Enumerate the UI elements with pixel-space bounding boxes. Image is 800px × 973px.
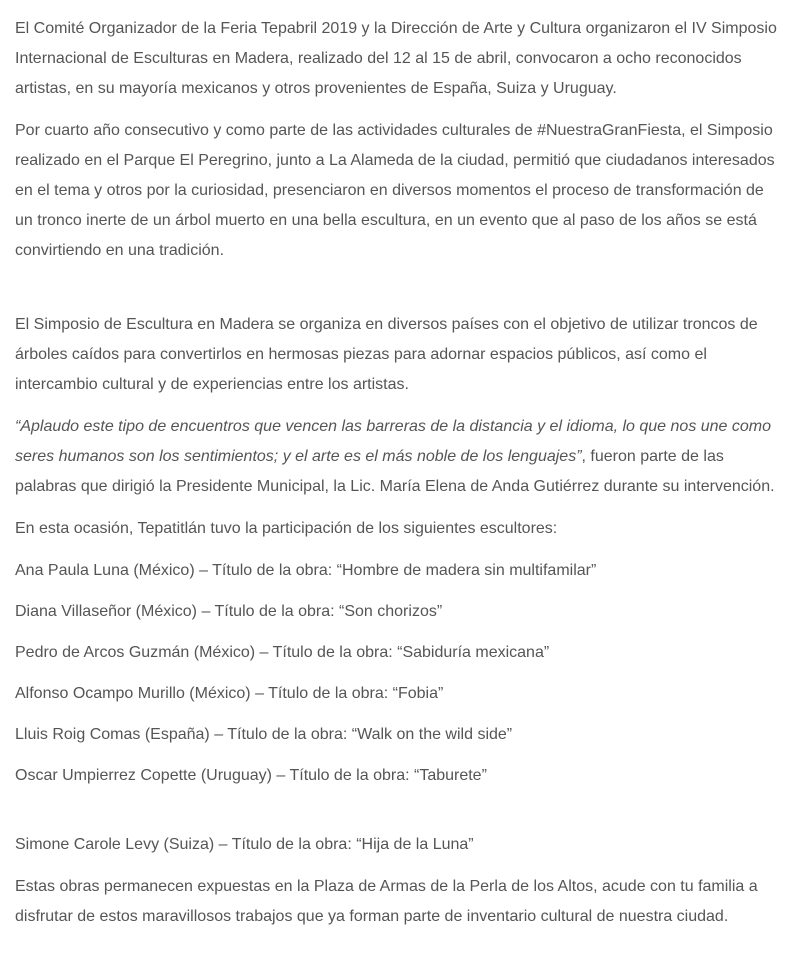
paragraph-spacer bbox=[15, 802, 786, 830]
participants-intro: En esta ocasión, Tepatitlán tuvo la participación de los siguientes escultores: bbox=[15, 520, 558, 537]
intro-paragraph-1: El Comité Organizador de la Feria Tepabril 2019 y la Dirección de Arte y Cultura organizaron el IV Simposio Internacional de Esculturas en Madera, realizado del 12 al 15 de abril, convocaron a ocho reconocidos artistas, en su mayoría mexicanos y otros provenientes de España, Suiza y Uruguay. bbox=[15, 20, 777, 97]
work-item: Lluis Roig Comas (España) – Título de la obra: “Walk on the wild side” bbox=[15, 726, 513, 743]
quote-text: “Aplaudo este tipo de encuentros que vencen las barreras de la distancia y el idioma, lo que nos une como seres humanos son los sentimientos; y el arte es el más noble de los lenguajes” bbox=[15, 418, 772, 465]
objective-paragraph: El Simposio de Escultura en Madera se organiza en diversos países con el objetivo de utilizar troncos de árboles caídos para convertirlos en hermosas piezas para adornar espacios públicos, así como el intercambio cultural y de experiencias entre los artistas. bbox=[15, 316, 758, 393]
work-item: Diana Villaseñor (México) – Título de la obra: “Son chorizos” bbox=[15, 603, 443, 620]
work-item: Oscar Umpierrez Copette (Uruguay) – Título de la obra: “Taburete” bbox=[15, 767, 487, 784]
quote-paragraph bbox=[15, 412, 786, 502]
paragraph-spacer bbox=[15, 278, 786, 310]
quote-attribution: , fueron parte de las palabras que dirigió la Presidente Municipal, la Lic. María Elena de Anda Gutiérrez durante su intervención. bbox=[15, 448, 775, 495]
work-item-last: Simone Carole Levy (Suiza) – Título de la obra: “Hija de la Luna” bbox=[15, 836, 474, 853]
works-list bbox=[15, 556, 786, 791]
work-item: Pedro de Arcos Guzmán (México) – Título de la obra: “Sabiduría mexicana” bbox=[15, 644, 550, 661]
work-item: Ana Paula Luna (México) – Título de la obra: “Hombre de madera sin multifamilar” bbox=[15, 562, 597, 579]
intro-paragraph-2: Por cuarto año consecutivo y como parte de las actividades culturales de #NuestraGranFiesta, el Simposio realizado en el Parque El Peregrino, junto a La Alameda de la ciudad, permitió que ciudadanos interesados en el tema y otros por la curiosidad, presenciaron en diversos momentos el proceso de transformación de un tronco inerte de un árbol muerto en una bella escultura, en un evento que al paso de los años se está convirtiendo en una tradición. bbox=[15, 122, 775, 259]
closing-paragraph: Estas obras permanecen expuestas en la Plaza de Armas de la Perla de los Altos, acude con tu familia a disfrutar de estos maravillosos trabajos que ya forman parte de inventario cultural de nuestra ciudad. bbox=[15, 878, 758, 925]
work-item: Alfonso Ocampo Murillo (México) – Título de la obra: “Fobia” bbox=[15, 685, 444, 702]
